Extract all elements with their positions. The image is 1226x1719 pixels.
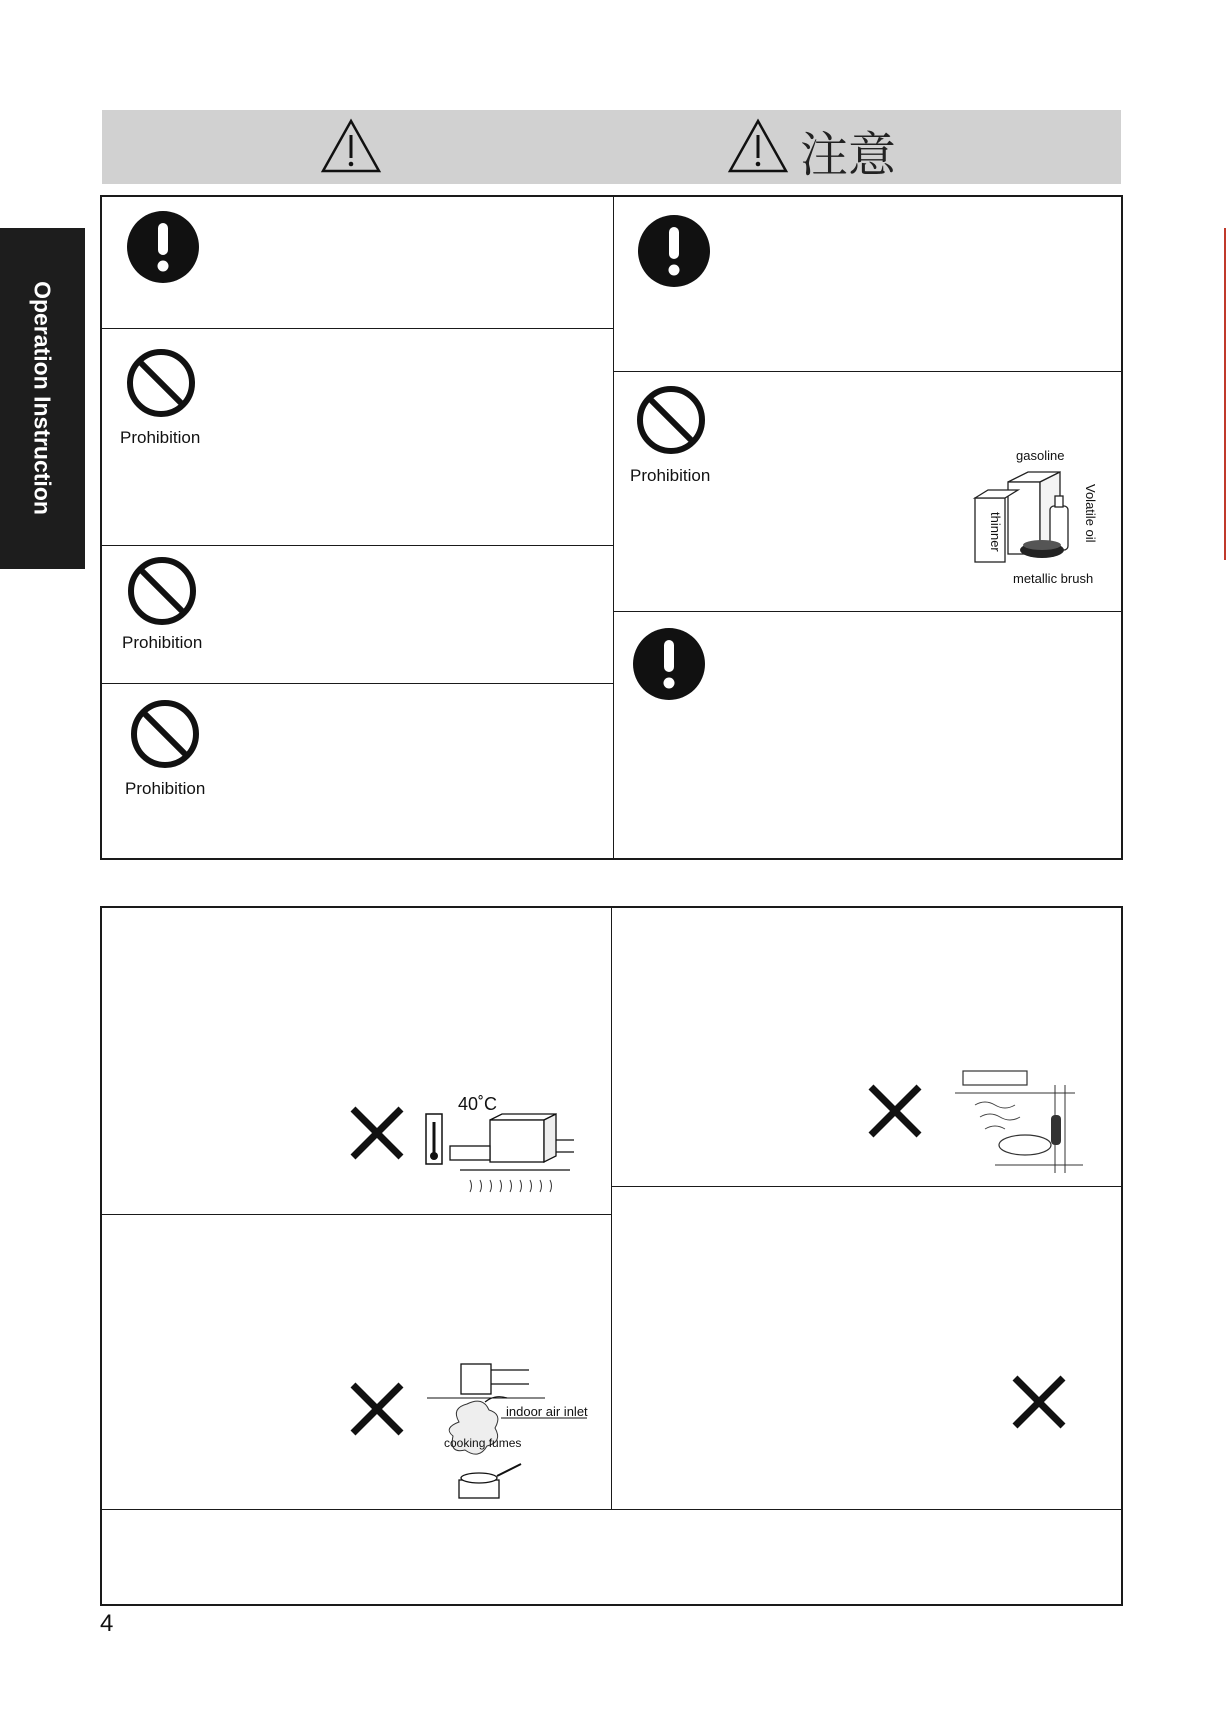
prohibition-icon bbox=[636, 385, 706, 455]
prohibition-label: Prohibition bbox=[125, 779, 206, 798]
side-tab-label: Operation Instruction bbox=[29, 281, 56, 515]
page-number: 4 bbox=[100, 1610, 114, 1637]
row-divider bbox=[614, 371, 1122, 372]
cross-mark-icon bbox=[867, 1083, 923, 1139]
mandatory-exclamation-icon bbox=[126, 210, 200, 284]
solvent-containers-illustration bbox=[970, 470, 1078, 570]
side-tab bbox=[0, 228, 85, 569]
prohibition-label: Prohibition bbox=[122, 633, 203, 652]
warning-triangle-icon bbox=[727, 118, 789, 174]
prohibition-icon bbox=[126, 348, 196, 418]
row-divider bbox=[101, 1509, 1122, 1510]
column-divider bbox=[613, 196, 614, 859]
cross-mark-icon bbox=[349, 1105, 405, 1161]
header-banner bbox=[102, 110, 1121, 184]
prohibition-label: Prohibition bbox=[120, 428, 201, 447]
temperature-label: 40˚C bbox=[458, 1094, 498, 1114]
bathroom-steam-illustration bbox=[955, 1065, 1085, 1173]
cross-mark-icon bbox=[349, 1381, 405, 1437]
metallic-brush-label: metallic brush bbox=[1013, 571, 1094, 586]
cooking-fumes-label: cooking fumes bbox=[444, 1436, 522, 1450]
column-divider bbox=[611, 907, 612, 1509]
row-divider bbox=[612, 1186, 1122, 1187]
row-divider bbox=[101, 1214, 611, 1215]
prohibition-icon bbox=[130, 699, 200, 769]
row-divider bbox=[101, 545, 613, 546]
gasoline-label: gasoline bbox=[1016, 448, 1065, 463]
caution-title: 注意 bbox=[800, 127, 897, 183]
thermometer-unit-illustration bbox=[420, 1110, 576, 1206]
prohibition-label: Prohibition bbox=[630, 466, 711, 485]
mandatory-exclamation-icon bbox=[632, 627, 706, 701]
row-divider bbox=[614, 611, 1122, 612]
warning-triangle-icon bbox=[320, 118, 382, 174]
cooking-fumes-illustration bbox=[425, 1362, 589, 1502]
row-divider bbox=[101, 683, 613, 684]
prohibition-icon bbox=[127, 556, 197, 626]
volatile-oil-label: Volatile oil bbox=[1083, 484, 1098, 543]
thinner-label: thinner bbox=[988, 512, 1003, 552]
cross-mark-icon bbox=[1011, 1374, 1067, 1430]
mandatory-exclamation-icon bbox=[637, 214, 711, 288]
row-divider bbox=[101, 328, 613, 329]
indoor-air-inlet-label: indoor air inlet bbox=[506, 1404, 588, 1419]
